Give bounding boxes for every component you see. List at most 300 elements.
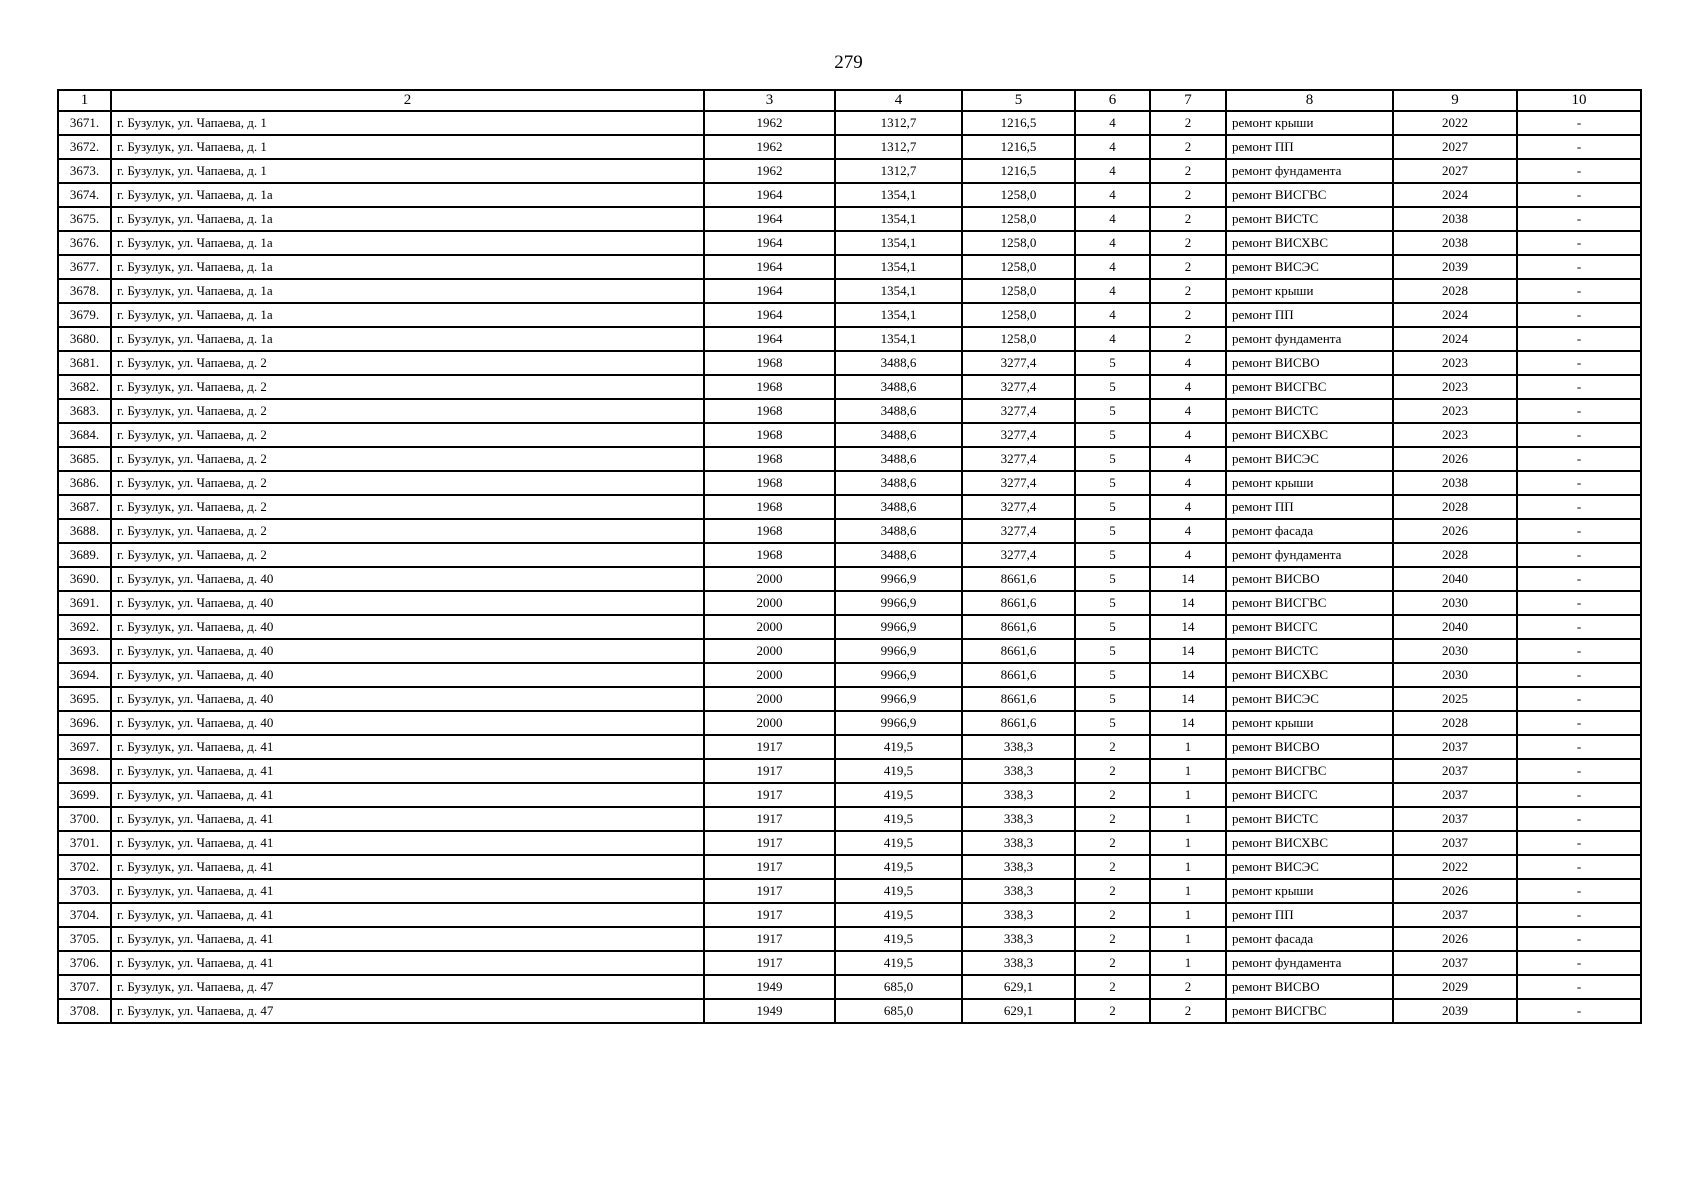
table-cell: - xyxy=(1517,927,1641,951)
table-cell: 419,5 xyxy=(835,903,962,927)
table-row xyxy=(58,399,1641,423)
table-cell: 3694. xyxy=(58,663,111,687)
table-cell: 1962 xyxy=(704,111,835,135)
table-cell: 2028 xyxy=(1393,279,1517,303)
table-cell: 2 xyxy=(1150,327,1226,351)
table-cell: - xyxy=(1517,711,1641,735)
table-cell: 5 xyxy=(1075,495,1150,519)
table-row xyxy=(58,207,1641,231)
table-cell: 3277,4 xyxy=(962,423,1075,447)
table-cell: 1968 xyxy=(704,447,835,471)
table-cell: 3488,6 xyxy=(835,519,962,543)
table-cell: г. Бузулук, ул. Чапаева, д. 41 xyxy=(111,759,704,783)
column-header: 8 xyxy=(1226,90,1393,111)
table-cell: ремонт ВИСГВС xyxy=(1226,375,1393,399)
table-cell: 2 xyxy=(1075,951,1150,975)
table-cell: 2030 xyxy=(1393,639,1517,663)
table-cell: ремонт ВИСЭС xyxy=(1226,447,1393,471)
table-cell: 2 xyxy=(1150,159,1226,183)
table-cell: 3676. xyxy=(58,231,111,255)
column-header: 3 xyxy=(704,90,835,111)
table-cell: 4 xyxy=(1075,303,1150,327)
table-cell: 3682. xyxy=(58,375,111,399)
table-cell: ремонт ВИСГС xyxy=(1226,783,1393,807)
table-cell: 1354,1 xyxy=(835,183,962,207)
table-cell: ремонт крыши xyxy=(1226,711,1393,735)
table-cell: - xyxy=(1517,687,1641,711)
table-cell: 2000 xyxy=(704,687,835,711)
table-cell: г. Бузулук, ул. Чапаева, д. 1а xyxy=(111,255,704,279)
table-cell: ремонт ВИСЭС xyxy=(1226,687,1393,711)
table-cell: 5 xyxy=(1075,639,1150,663)
table-cell: 14 xyxy=(1150,591,1226,615)
table-cell: г. Бузулук, ул. Чапаева, д. 41 xyxy=(111,735,704,759)
table-cell: г. Бузулук, ул. Чапаева, д. 41 xyxy=(111,855,704,879)
table-cell: г. Бузулук, ул. Чапаева, д. 41 xyxy=(111,807,704,831)
table-cell: 2030 xyxy=(1393,663,1517,687)
table-cell: 4 xyxy=(1075,183,1150,207)
table-cell: 3704. xyxy=(58,903,111,927)
table-cell: 5 xyxy=(1075,615,1150,639)
table-cell: 1968 xyxy=(704,519,835,543)
table-cell: 2029 xyxy=(1393,975,1517,999)
table-row xyxy=(58,231,1641,255)
table-cell: 14 xyxy=(1150,663,1226,687)
table-row xyxy=(58,351,1641,375)
table-cell: - xyxy=(1517,735,1641,759)
table-cell: 3680. xyxy=(58,327,111,351)
table-cell: 3488,6 xyxy=(835,399,962,423)
table-cell: 1354,1 xyxy=(835,255,962,279)
table-cell: 1917 xyxy=(704,855,835,879)
table-cell: 4 xyxy=(1150,519,1226,543)
table-row xyxy=(58,135,1641,159)
table-cell: 1354,1 xyxy=(835,279,962,303)
table-cell: г. Бузулук, ул. Чапаева, д. 1а xyxy=(111,327,704,351)
table-cell: ремонт фасада xyxy=(1226,519,1393,543)
table-cell: 3277,4 xyxy=(962,471,1075,495)
column-header: 9 xyxy=(1393,90,1517,111)
table-cell: ремонт ВИСХВС xyxy=(1226,663,1393,687)
table-cell: 338,3 xyxy=(962,855,1075,879)
table-cell: 5 xyxy=(1075,471,1150,495)
table-cell: 2 xyxy=(1150,207,1226,231)
table-cell: 2 xyxy=(1150,255,1226,279)
table-cell: 2028 xyxy=(1393,711,1517,735)
table-cell: 5 xyxy=(1075,423,1150,447)
table-cell: 3277,4 xyxy=(962,399,1075,423)
table-cell: 2037 xyxy=(1393,807,1517,831)
table-cell: г. Бузулук, ул. Чапаева, д. 2 xyxy=(111,399,704,423)
table-cell: ремонт фундамента xyxy=(1226,159,1393,183)
table-cell: 4 xyxy=(1075,279,1150,303)
table-cell: 2 xyxy=(1150,183,1226,207)
table-cell: 14 xyxy=(1150,711,1226,735)
table-cell: 2039 xyxy=(1393,255,1517,279)
table-cell: 1258,0 xyxy=(962,231,1075,255)
table-cell: ремонт ВИСГВС xyxy=(1226,591,1393,615)
table-cell: 2026 xyxy=(1393,447,1517,471)
table-cell: ремонт ПП xyxy=(1226,303,1393,327)
column-header: 2 xyxy=(111,90,704,111)
table-cell: 2024 xyxy=(1393,303,1517,327)
table-cell: 1216,5 xyxy=(962,159,1075,183)
table-cell: 14 xyxy=(1150,567,1226,591)
table-row xyxy=(58,639,1641,663)
table-cell: 2025 xyxy=(1393,687,1517,711)
table-cell: ремонт ВИСЭС xyxy=(1226,255,1393,279)
table-cell: - xyxy=(1517,663,1641,687)
table-cell: 2000 xyxy=(704,711,835,735)
table-cell: 2 xyxy=(1075,831,1150,855)
table-cell: 1917 xyxy=(704,783,835,807)
table-cell: 1354,1 xyxy=(835,327,962,351)
table-cell: г. Бузулук, ул. Чапаева, д. 1а xyxy=(111,207,704,231)
table-cell: ремонт ВИСВО xyxy=(1226,567,1393,591)
table-cell: 1962 xyxy=(704,135,835,159)
table-cell: ремонт ВИСВО xyxy=(1226,735,1393,759)
table-cell: г. Бузулук, ул. Чапаева, д. 47 xyxy=(111,975,704,999)
table-cell: 1 xyxy=(1150,927,1226,951)
table-cell: 1258,0 xyxy=(962,303,1075,327)
table-cell: 14 xyxy=(1150,687,1226,711)
table-cell: 5 xyxy=(1075,687,1150,711)
table-cell: г. Бузулук, ул. Чапаева, д. 40 xyxy=(111,615,704,639)
table-cell: 9966,9 xyxy=(835,567,962,591)
table-cell: 1917 xyxy=(704,831,835,855)
table-cell: 2 xyxy=(1150,999,1226,1023)
table-cell: - xyxy=(1517,231,1641,255)
table-cell: 419,5 xyxy=(835,759,962,783)
table-cell: 4 xyxy=(1075,159,1150,183)
table-cell: 685,0 xyxy=(835,999,962,1023)
table-cell: 4 xyxy=(1075,231,1150,255)
table-cell: 1 xyxy=(1150,735,1226,759)
column-header: 7 xyxy=(1150,90,1226,111)
table-cell: 2037 xyxy=(1393,735,1517,759)
table-cell: 8661,6 xyxy=(962,711,1075,735)
table-cell: 1917 xyxy=(704,759,835,783)
table-cell: - xyxy=(1517,903,1641,927)
table-cell: 14 xyxy=(1150,615,1226,639)
table-cell: 419,5 xyxy=(835,927,962,951)
table-cell: 9966,9 xyxy=(835,687,962,711)
table-cell: 3681. xyxy=(58,351,111,375)
table-body xyxy=(58,111,1641,1023)
table-cell: - xyxy=(1517,831,1641,855)
table-row xyxy=(58,327,1641,351)
table-row xyxy=(58,615,1641,639)
table-cell: г. Бузулук, ул. Чапаева, д. 40 xyxy=(111,591,704,615)
table-cell: 4 xyxy=(1150,423,1226,447)
table-row xyxy=(58,903,1641,927)
table-cell: 1 xyxy=(1150,759,1226,783)
table-cell: 3695. xyxy=(58,687,111,711)
table-cell: - xyxy=(1517,591,1641,615)
table-cell: - xyxy=(1517,399,1641,423)
table-cell: 1258,0 xyxy=(962,279,1075,303)
table-cell: ремонт ВИСХВС xyxy=(1226,423,1393,447)
table-cell: 1 xyxy=(1150,903,1226,927)
table-cell: 3488,6 xyxy=(835,471,962,495)
table-cell: ремонт ВИСТС xyxy=(1226,399,1393,423)
table-cell: 9966,9 xyxy=(835,711,962,735)
table-cell: ремонт ВИСХВС xyxy=(1226,231,1393,255)
table-row xyxy=(58,111,1641,135)
table-cell: 2027 xyxy=(1393,159,1517,183)
table-cell: 3696. xyxy=(58,711,111,735)
table-row xyxy=(58,975,1641,999)
table-cell: - xyxy=(1517,159,1641,183)
table-cell: 1354,1 xyxy=(835,231,962,255)
table-cell: 2 xyxy=(1075,927,1150,951)
table-cell: - xyxy=(1517,303,1641,327)
table-cell: 4 xyxy=(1075,207,1150,231)
table-cell: 338,3 xyxy=(962,783,1075,807)
table-cell: г. Бузулук, ул. Чапаева, д. 2 xyxy=(111,495,704,519)
table-cell: 3277,4 xyxy=(962,447,1075,471)
table-cell: 9966,9 xyxy=(835,639,962,663)
table-cell: 1354,1 xyxy=(835,207,962,231)
table-cell: 2026 xyxy=(1393,927,1517,951)
table-cell: - xyxy=(1517,207,1641,231)
table-cell: 2026 xyxy=(1393,519,1517,543)
table-cell: 2038 xyxy=(1393,471,1517,495)
table-cell: ремонт ВИСГС xyxy=(1226,615,1393,639)
table-cell: г. Бузулук, ул. Чапаева, д. 40 xyxy=(111,687,704,711)
column-header: 10 xyxy=(1517,90,1641,111)
table-cell: 1964 xyxy=(704,327,835,351)
table-cell: ремонт ПП xyxy=(1226,135,1393,159)
table-cell: 1917 xyxy=(704,735,835,759)
table-cell: г. Бузулук, ул. Чапаева, д. 1а xyxy=(111,231,704,255)
table-cell: 338,3 xyxy=(962,903,1075,927)
table-cell: 3683. xyxy=(58,399,111,423)
table-cell: 1917 xyxy=(704,951,835,975)
table-cell: 419,5 xyxy=(835,855,962,879)
table-cell: 3703. xyxy=(58,879,111,903)
table-cell: - xyxy=(1517,999,1641,1023)
table-cell: - xyxy=(1517,975,1641,999)
table-cell: 1964 xyxy=(704,303,835,327)
table-cell: 1964 xyxy=(704,279,835,303)
table-cell: 3706. xyxy=(58,951,111,975)
table-row xyxy=(58,543,1641,567)
table-cell: г. Бузулук, ул. Чапаева, д. 2 xyxy=(111,351,704,375)
table-cell: 2027 xyxy=(1393,135,1517,159)
table-cell: - xyxy=(1517,447,1641,471)
table-cell: 3488,6 xyxy=(835,375,962,399)
table-cell: 2037 xyxy=(1393,903,1517,927)
table-cell: г. Бузулук, ул. Чапаева, д. 2 xyxy=(111,471,704,495)
table-cell: г. Бузулук, ул. Чапаева, д. 1 xyxy=(111,135,704,159)
table-cell: 2023 xyxy=(1393,375,1517,399)
table-cell: 8661,6 xyxy=(962,639,1075,663)
table-cell: 3705. xyxy=(58,927,111,951)
table-cell: 2028 xyxy=(1393,543,1517,567)
table-cell: 2023 xyxy=(1393,399,1517,423)
table-cell: ремонт ВИСТС xyxy=(1226,207,1393,231)
table-cell: - xyxy=(1517,759,1641,783)
table-cell: 1312,7 xyxy=(835,159,962,183)
table-cell: 1968 xyxy=(704,471,835,495)
table-cell: г. Бузулук, ул. Чапаева, д. 2 xyxy=(111,375,704,399)
table-row xyxy=(58,927,1641,951)
table-cell: 3684. xyxy=(58,423,111,447)
page-number: 279 xyxy=(834,52,863,73)
table-row xyxy=(58,831,1641,855)
table-cell: г. Бузулук, ул. Чапаева, д. 1а xyxy=(111,303,704,327)
table-cell: 338,3 xyxy=(962,807,1075,831)
table-cell: 2024 xyxy=(1393,183,1517,207)
table-cell: 4 xyxy=(1075,111,1150,135)
table-cell: 3488,6 xyxy=(835,543,962,567)
table-cell: г. Бузулук, ул. Чапаева, д. 40 xyxy=(111,639,704,663)
table-row xyxy=(58,495,1641,519)
table-cell: 1 xyxy=(1150,783,1226,807)
table-cell: г. Бузулук, ул. Чапаева, д. 40 xyxy=(111,711,704,735)
table-cell: - xyxy=(1517,879,1641,903)
table-cell: 2000 xyxy=(704,567,835,591)
table-cell: 3692. xyxy=(58,615,111,639)
table-cell: 2 xyxy=(1075,807,1150,831)
table-cell: 5 xyxy=(1075,447,1150,471)
table-cell: 1964 xyxy=(704,183,835,207)
table-cell: 9966,9 xyxy=(835,615,962,639)
table-cell: - xyxy=(1517,375,1641,399)
table-cell: 5 xyxy=(1075,375,1150,399)
table-row xyxy=(58,663,1641,687)
table-cell: 8661,6 xyxy=(962,567,1075,591)
table-cell: ремонт ВИСВО xyxy=(1226,975,1393,999)
table-cell: 3691. xyxy=(58,591,111,615)
table-cell: 3277,4 xyxy=(962,351,1075,375)
table-cell: г. Бузулук, ул. Чапаева, д. 2 xyxy=(111,543,704,567)
table-cell: г. Бузулук, ул. Чапаева, д. 1 xyxy=(111,159,704,183)
table-cell: - xyxy=(1517,279,1641,303)
table-cell: 338,3 xyxy=(962,759,1075,783)
table-cell: 4 xyxy=(1150,495,1226,519)
table-row xyxy=(58,471,1641,495)
table-cell: 3700. xyxy=(58,807,111,831)
table-cell: 1258,0 xyxy=(962,207,1075,231)
table-cell: 1968 xyxy=(704,375,835,399)
table-cell: 629,1 xyxy=(962,999,1075,1023)
table-cell: 2 xyxy=(1075,783,1150,807)
table-cell: г. Бузулук, ул. Чапаева, д. 1а xyxy=(111,183,704,207)
table-cell: г. Бузулук, ул. Чапаева, д. 41 xyxy=(111,903,704,927)
table-cell: 419,5 xyxy=(835,879,962,903)
table-cell: 1949 xyxy=(704,975,835,999)
table-cell: 2038 xyxy=(1393,207,1517,231)
table-cell: 1258,0 xyxy=(962,327,1075,351)
table-cell: 338,3 xyxy=(962,831,1075,855)
table-cell: 3674. xyxy=(58,183,111,207)
table-cell: 2 xyxy=(1150,279,1226,303)
table-row xyxy=(58,687,1641,711)
table-cell: 2 xyxy=(1075,879,1150,903)
table-cell: 1968 xyxy=(704,351,835,375)
table-cell: - xyxy=(1517,183,1641,207)
table-cell: ремонт крыши xyxy=(1226,111,1393,135)
table-cell: 1949 xyxy=(704,999,835,1023)
table-cell: 2000 xyxy=(704,639,835,663)
table-cell: 2030 xyxy=(1393,591,1517,615)
table-cell: 2037 xyxy=(1393,783,1517,807)
table-cell: ремонт ВИСТС xyxy=(1226,639,1393,663)
table-cell: 3675. xyxy=(58,207,111,231)
table-cell: 2037 xyxy=(1393,951,1517,975)
table-cell: 4 xyxy=(1150,351,1226,375)
table-row xyxy=(58,183,1641,207)
table-cell: 1917 xyxy=(704,903,835,927)
table-cell: ремонт ВИСГВС xyxy=(1226,999,1393,1023)
table-cell: 1917 xyxy=(704,879,835,903)
table-cell: 2024 xyxy=(1393,327,1517,351)
table-cell: 2 xyxy=(1075,735,1150,759)
table-cell: ремонт ПП xyxy=(1226,495,1393,519)
table-cell: ремонт крыши xyxy=(1226,279,1393,303)
table-cell: 1 xyxy=(1150,951,1226,975)
table-cell: 419,5 xyxy=(835,831,962,855)
table-cell: г. Бузулук, ул. Чапаева, д. 47 xyxy=(111,999,704,1023)
table-cell: 3689. xyxy=(58,543,111,567)
table-cell: 3686. xyxy=(58,471,111,495)
table-cell: - xyxy=(1517,639,1641,663)
header-row xyxy=(58,90,1641,111)
table-row xyxy=(58,159,1641,183)
table-cell: - xyxy=(1517,423,1641,447)
table-cell: г. Бузулук, ул. Чапаева, д. 2 xyxy=(111,447,704,471)
table-row xyxy=(58,519,1641,543)
table-row xyxy=(58,759,1641,783)
table-cell: ремонт ВИСГВС xyxy=(1226,183,1393,207)
table-row xyxy=(58,303,1641,327)
table-cell: 685,0 xyxy=(835,975,962,999)
table-cell: 2022 xyxy=(1393,111,1517,135)
table-cell: 8661,6 xyxy=(962,663,1075,687)
column-header: 5 xyxy=(962,90,1075,111)
table-cell: ремонт ВИСХВС xyxy=(1226,831,1393,855)
table-cell: 5 xyxy=(1075,351,1150,375)
table-cell: 3277,4 xyxy=(962,375,1075,399)
table-cell: 3671. xyxy=(58,111,111,135)
table-cell: 1917 xyxy=(704,927,835,951)
table-cell: ремонт фундамента xyxy=(1226,543,1393,567)
table-cell: 2 xyxy=(1075,903,1150,927)
table-cell: 2037 xyxy=(1393,759,1517,783)
table-cell: г. Бузулук, ул. Чапаева, д. 41 xyxy=(111,831,704,855)
table-cell: ремонт фасада xyxy=(1226,927,1393,951)
table-cell: - xyxy=(1517,519,1641,543)
table-cell: 3677. xyxy=(58,255,111,279)
table-cell: 2 xyxy=(1150,231,1226,255)
table-cell: 1962 xyxy=(704,159,835,183)
table-cell: г. Бузулук, ул. Чапаева, д. 2 xyxy=(111,423,704,447)
table-cell: г. Бузулук, ул. Чапаева, д. 41 xyxy=(111,783,704,807)
table-cell: 419,5 xyxy=(835,807,962,831)
table-cell: г. Бузулук, ул. Чапаева, д. 40 xyxy=(111,567,704,591)
table-row xyxy=(58,375,1641,399)
table-cell: 2022 xyxy=(1393,855,1517,879)
table-cell: 2 xyxy=(1150,975,1226,999)
table-row xyxy=(58,447,1641,471)
column-header: 4 xyxy=(835,90,962,111)
table-row xyxy=(58,423,1641,447)
table-cell: 1964 xyxy=(704,255,835,279)
table-cell: 3488,6 xyxy=(835,351,962,375)
table-cell: - xyxy=(1517,471,1641,495)
